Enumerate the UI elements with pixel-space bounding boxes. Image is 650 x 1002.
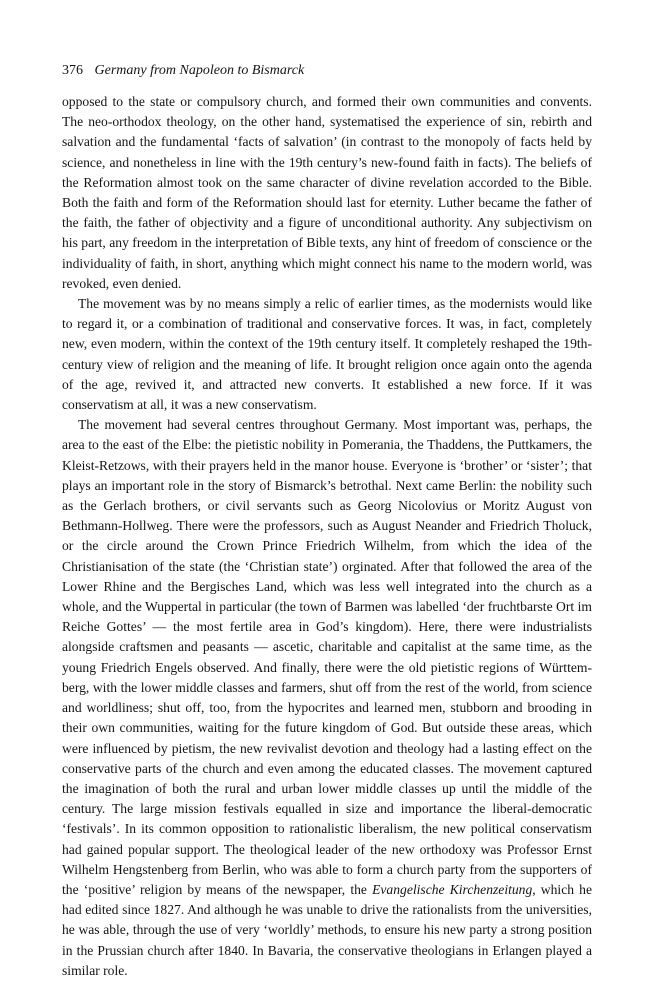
- paragraph-2: The movement was by no means simply a relic of earlier times, as the modernists would like to regard it, or a combination of traditional and conservative forces. It was, in fact, completely new, even modern, within the context of the 19th century itself. It completely reshaped the 19th-century view of religion and the meaning of life. It brought religion once again onto the agenda of the age, revived it, and attracted new converts. It established a new force. If it was conservatism at all, it was a new conservatism.: [62, 296, 592, 413]
- running-header: [62, 62, 592, 80]
- body-text: [62, 92, 592, 981]
- running-title: Germany from Napoleon to Bismarck: [94, 63, 305, 78]
- paragraph-3: [62, 415, 592, 981]
- newspaper-title: Evangelische Kirchenzeitung: [372, 881, 533, 897]
- paragraph-3-text-end: , which he had edited since 1827. And although he was unable to drive the rationalists from the universities, he was able, through the use of very ‘worldly’ methods, to ensure his new party a strong position in the Prussian church after 1840. In Bavaria, the conservative theologians in Erlangen played a similar role.: [62, 881, 592, 978]
- paragraph-3-text-start: The movement had several centres throughout Germany. Most important was, perhaps, the area to the east of the Elbe: the pietistic nobility in Pomerania, the Thaddens, the Puttkamers, the Kleist-Retzows, with their prayers held in the manor house. Everyone is ‘brother’ or ‘sister’; that plays an important role in the story of Bismarck’s betrothal. Next came Berlin: the nobility such as the Gerlach brothers, or civil servants such as Georg Nicolovius or Moritz August von Bethmann-Hollweg. There were the professors, such as August Neander and Friedrich Tholuck, or the circle around the Crown Prince Friedrich Wilhelm, from which the idea of the Christianisation of the state (the ‘Christian state’) orginated. After that followed the area of the Lower Rhine and the Bergisches Land, which was less well integrated into the church as a whole, and the Wuppertal in particular (the town of Barmen was labelled ‘der fruchtbarste Ort im Reiche Gottes’ — the most fertile area in God’s kingdom). Here, there were industrialists alongside craftsmen and peasants — ascetic, charitable and capitalist at the same time, as the young Friedrich Engels observed. And finally, there were the old pietistic regions of Württemberg, with the lower middle classes and farmers, shut off from the rest of the world, from science and worldliness; shut off, too, from the hypocrites and learned men, stubborn and brooding in their own communities, waiting for the future kingdom of God. But outside these areas, which were influenced by pietism, the new revivalist devotion and theology had a lasting effect on the conservative parts of the church and even among the educated classes. The movement captured the imagination of both the rural and urban lower middle classes up until the middle of the century. The large mission festivals equalled in size and importance the liberal-democratic ‘festivals’. In its common opposition to rationalistic liberalism, the new political conservatism had gained popular support. The theological leader of the new orthodoxy was Professor Ernst Wilhelm Hengstenberg from Berlin, who was able to form a church party from the supporters of the ‘positive’ religion by means of the newspaper, the: [62, 417, 592, 897]
- page-number: 376: [62, 63, 83, 78]
- book-page: [62, 62, 592, 981]
- paragraph-1: opposed to the state or compulsory church, and formed their own communities and convents. The neo-orthodox theology, on the other hand, systematised the experience of sin, rebirth and salvation and the fundamental ‘facts of salvation’ (in contrast to the monopoly of facts held by science, and nonetheless in line with the 19th century’s new-found faith in facts). The beliefs of the Reformation almost took on the same character of divine revelation accorded to the Bible. Both the faith and form of the Reformation should last for eternity. Luther became the father of the faith, the father of objectivity and a figure of unconditional authority. Any subjectivism on his part, any freedom in the interpretation of Bible texts, any hint of freedom of conscience or the individuality of faith, in short, anything which might connect his name to the modern world, was revoked, even denied.: [62, 94, 592, 291]
